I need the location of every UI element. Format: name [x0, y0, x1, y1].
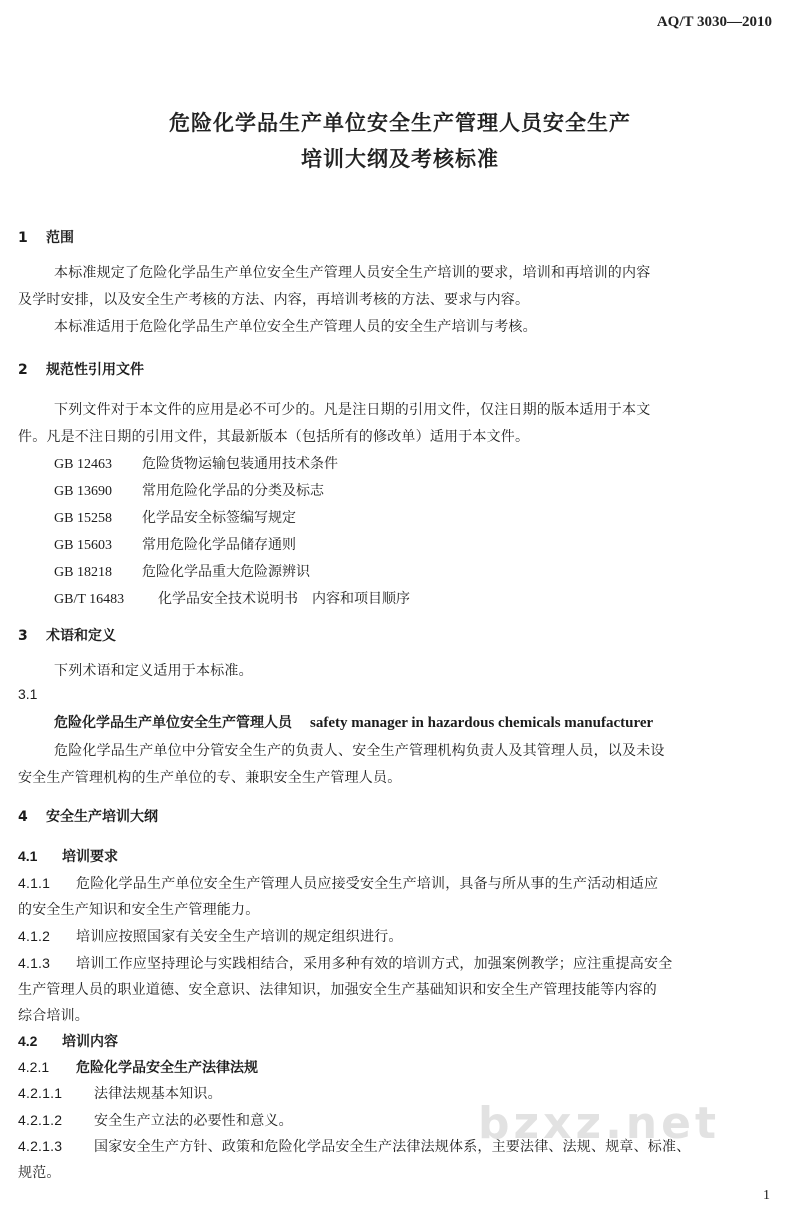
clause-4-2-1-1	[18, 1083, 222, 1103]
paragraph-line: 综合培训。	[18, 1008, 89, 1024]
clause-text: 法律法规基本知识。	[94, 1086, 222, 1102]
reference-title: 危险货物运输包装通用技术条件	[142, 456, 338, 472]
paragraph-line: 规范。	[18, 1165, 61, 1181]
subsection-title: 培训要求	[62, 849, 118, 865]
reference-item	[54, 561, 310, 581]
reference-title: 常用危险化学品储存通则	[142, 537, 296, 553]
paragraph-line: 安全生产管理机构的生产单位的专、兼职安全生产管理人员。	[18, 770, 402, 786]
clause-4-2-1-heading	[18, 1057, 258, 1077]
section-title: 范围	[46, 230, 74, 246]
paragraph-line: 下列文件对于本文件的应用是必不可少的。凡是注日期的引用文件，仅注日期的版本适用于本文	[54, 402, 651, 418]
subsection-number: 4.2	[18, 1033, 38, 1049]
clause-text: 培训工作应坚持理论与实践相结合，采用多种有效的培训方式，加强案例教学；应注重提高安全	[76, 956, 673, 972]
paragraph-line: 本标准适用于危险化学品生产单位安全生产管理人员的安全生产培训与考核。	[54, 319, 537, 335]
section-number: 1	[18, 230, 28, 246]
paragraph-line: 件。凡是不注日期的引用文件，其最新版本（包括所有的修改单）适用于本文件。	[18, 429, 530, 445]
term-english: safety manager in hazardous chemicals manufacturer	[310, 715, 654, 731]
term-entry	[54, 712, 653, 732]
reference-item	[54, 588, 410, 608]
section-1-heading	[18, 227, 74, 247]
section-number: 2	[18, 362, 28, 378]
reference-title: 危险化学品重大危险源辨识	[142, 564, 310, 580]
reference-code: GB 12463	[54, 457, 112, 472]
clause-4-2-1-2	[18, 1110, 293, 1130]
reference-title: 化学品安全技术说明书 内容和项目顺序	[158, 591, 410, 607]
subsection-title: 培训内容	[62, 1034, 118, 1050]
paragraph-line: 危险化学品生产单位中分管安全生产的负责人、安全生产管理机构负责人及其管理人员，以及未设	[54, 743, 665, 759]
paragraph-line: 的安全生产知识和安全生产管理能力。	[18, 902, 260, 918]
clause-number: 4.1.1	[18, 875, 51, 891]
clause-4-1-1	[18, 873, 658, 893]
term-number: 3.1	[18, 686, 38, 702]
clause-title: 危险化学品安全生产法律法规	[76, 1060, 258, 1076]
reference-item	[54, 507, 296, 527]
term-chinese: 危险化学品生产单位安全生产管理人员	[54, 715, 292, 731]
paragraph-line: 本标准规定了危险化学品生产单位安全生产管理人员安全生产培训的要求，培训和再培训的内容	[54, 265, 651, 281]
subsection-4-1-heading	[18, 846, 118, 866]
page-number: 1	[763, 1188, 770, 1203]
reference-code: GB 13690	[54, 484, 112, 499]
reference-item	[54, 534, 296, 554]
clause-text: 危险化学品生产单位安全生产管理人员应接受安全生产培训，具备与所从事的生产活动相适应	[76, 876, 659, 892]
subsection-number: 4.1	[18, 848, 38, 864]
subsection-4-2-heading	[18, 1031, 118, 1051]
clause-number: 4.2.1.2	[18, 1112, 63, 1128]
reference-title: 常用危险化学品的分类及标志	[142, 483, 324, 499]
reference-code: GB 18218	[54, 565, 112, 580]
document-title-line-1: 危险化学品生产单位安全生产管理人员安全生产	[169, 111, 631, 135]
reference-code: GB/T 16483	[54, 592, 125, 607]
clause-text: 国家安全生产方针、政策和危险化学品安全生产法律法规体系，主要法律、法规、规章、标准、	[94, 1139, 691, 1155]
reference-code: GB 15258	[54, 511, 112, 526]
clause-number: 4.1.3	[18, 955, 51, 971]
clause-number: 4.2.1	[18, 1059, 50, 1075]
section-title: 安全生产培训大纲	[46, 809, 158, 825]
standard-code: AQ/T 3030—2010	[656, 14, 772, 30]
clause-text: 培训应按照国家有关安全生产培训的规定组织进行。	[76, 929, 403, 945]
section-title: 术语和定义	[46, 628, 116, 644]
reference-title: 化学品安全标签编写规定	[142, 510, 296, 526]
section-3-heading	[18, 625, 116, 645]
reference-item	[54, 453, 338, 473]
reference-item	[54, 480, 324, 500]
clause-number: 4.2.1.1	[18, 1085, 63, 1101]
section-title: 规范性引用文件	[46, 362, 144, 378]
clause-number: 4.2.1.3	[18, 1138, 63, 1154]
document-title-line-2: 培训大纲及考核标准	[301, 147, 499, 171]
clause-4-1-2	[18, 926, 403, 946]
section-number: 3	[18, 628, 28, 644]
paragraph-line: 及学时安排，以及安全生产考核的方法、内容，再培训考核的方法、要求与内容。	[18, 292, 530, 308]
section-number: 4	[18, 809, 28, 825]
reference-code: GB 15603	[54, 538, 112, 553]
clause-4-1-3	[18, 953, 672, 973]
paragraph-line: 下列术语和定义适用于本标准。	[54, 663, 253, 679]
section-4-heading	[18, 806, 158, 826]
watermark: bzxz.net	[477, 1098, 720, 1149]
section-2-heading	[18, 359, 144, 379]
clause-number: 4.1.2	[18, 928, 51, 944]
paragraph-line: 生产管理人员的职业道德、安全意识、法律知识，加强安全生产基础知识和安全生产管理技能等内容的	[18, 982, 657, 998]
clause-text: 安全生产立法的必要性和意义。	[94, 1113, 293, 1129]
